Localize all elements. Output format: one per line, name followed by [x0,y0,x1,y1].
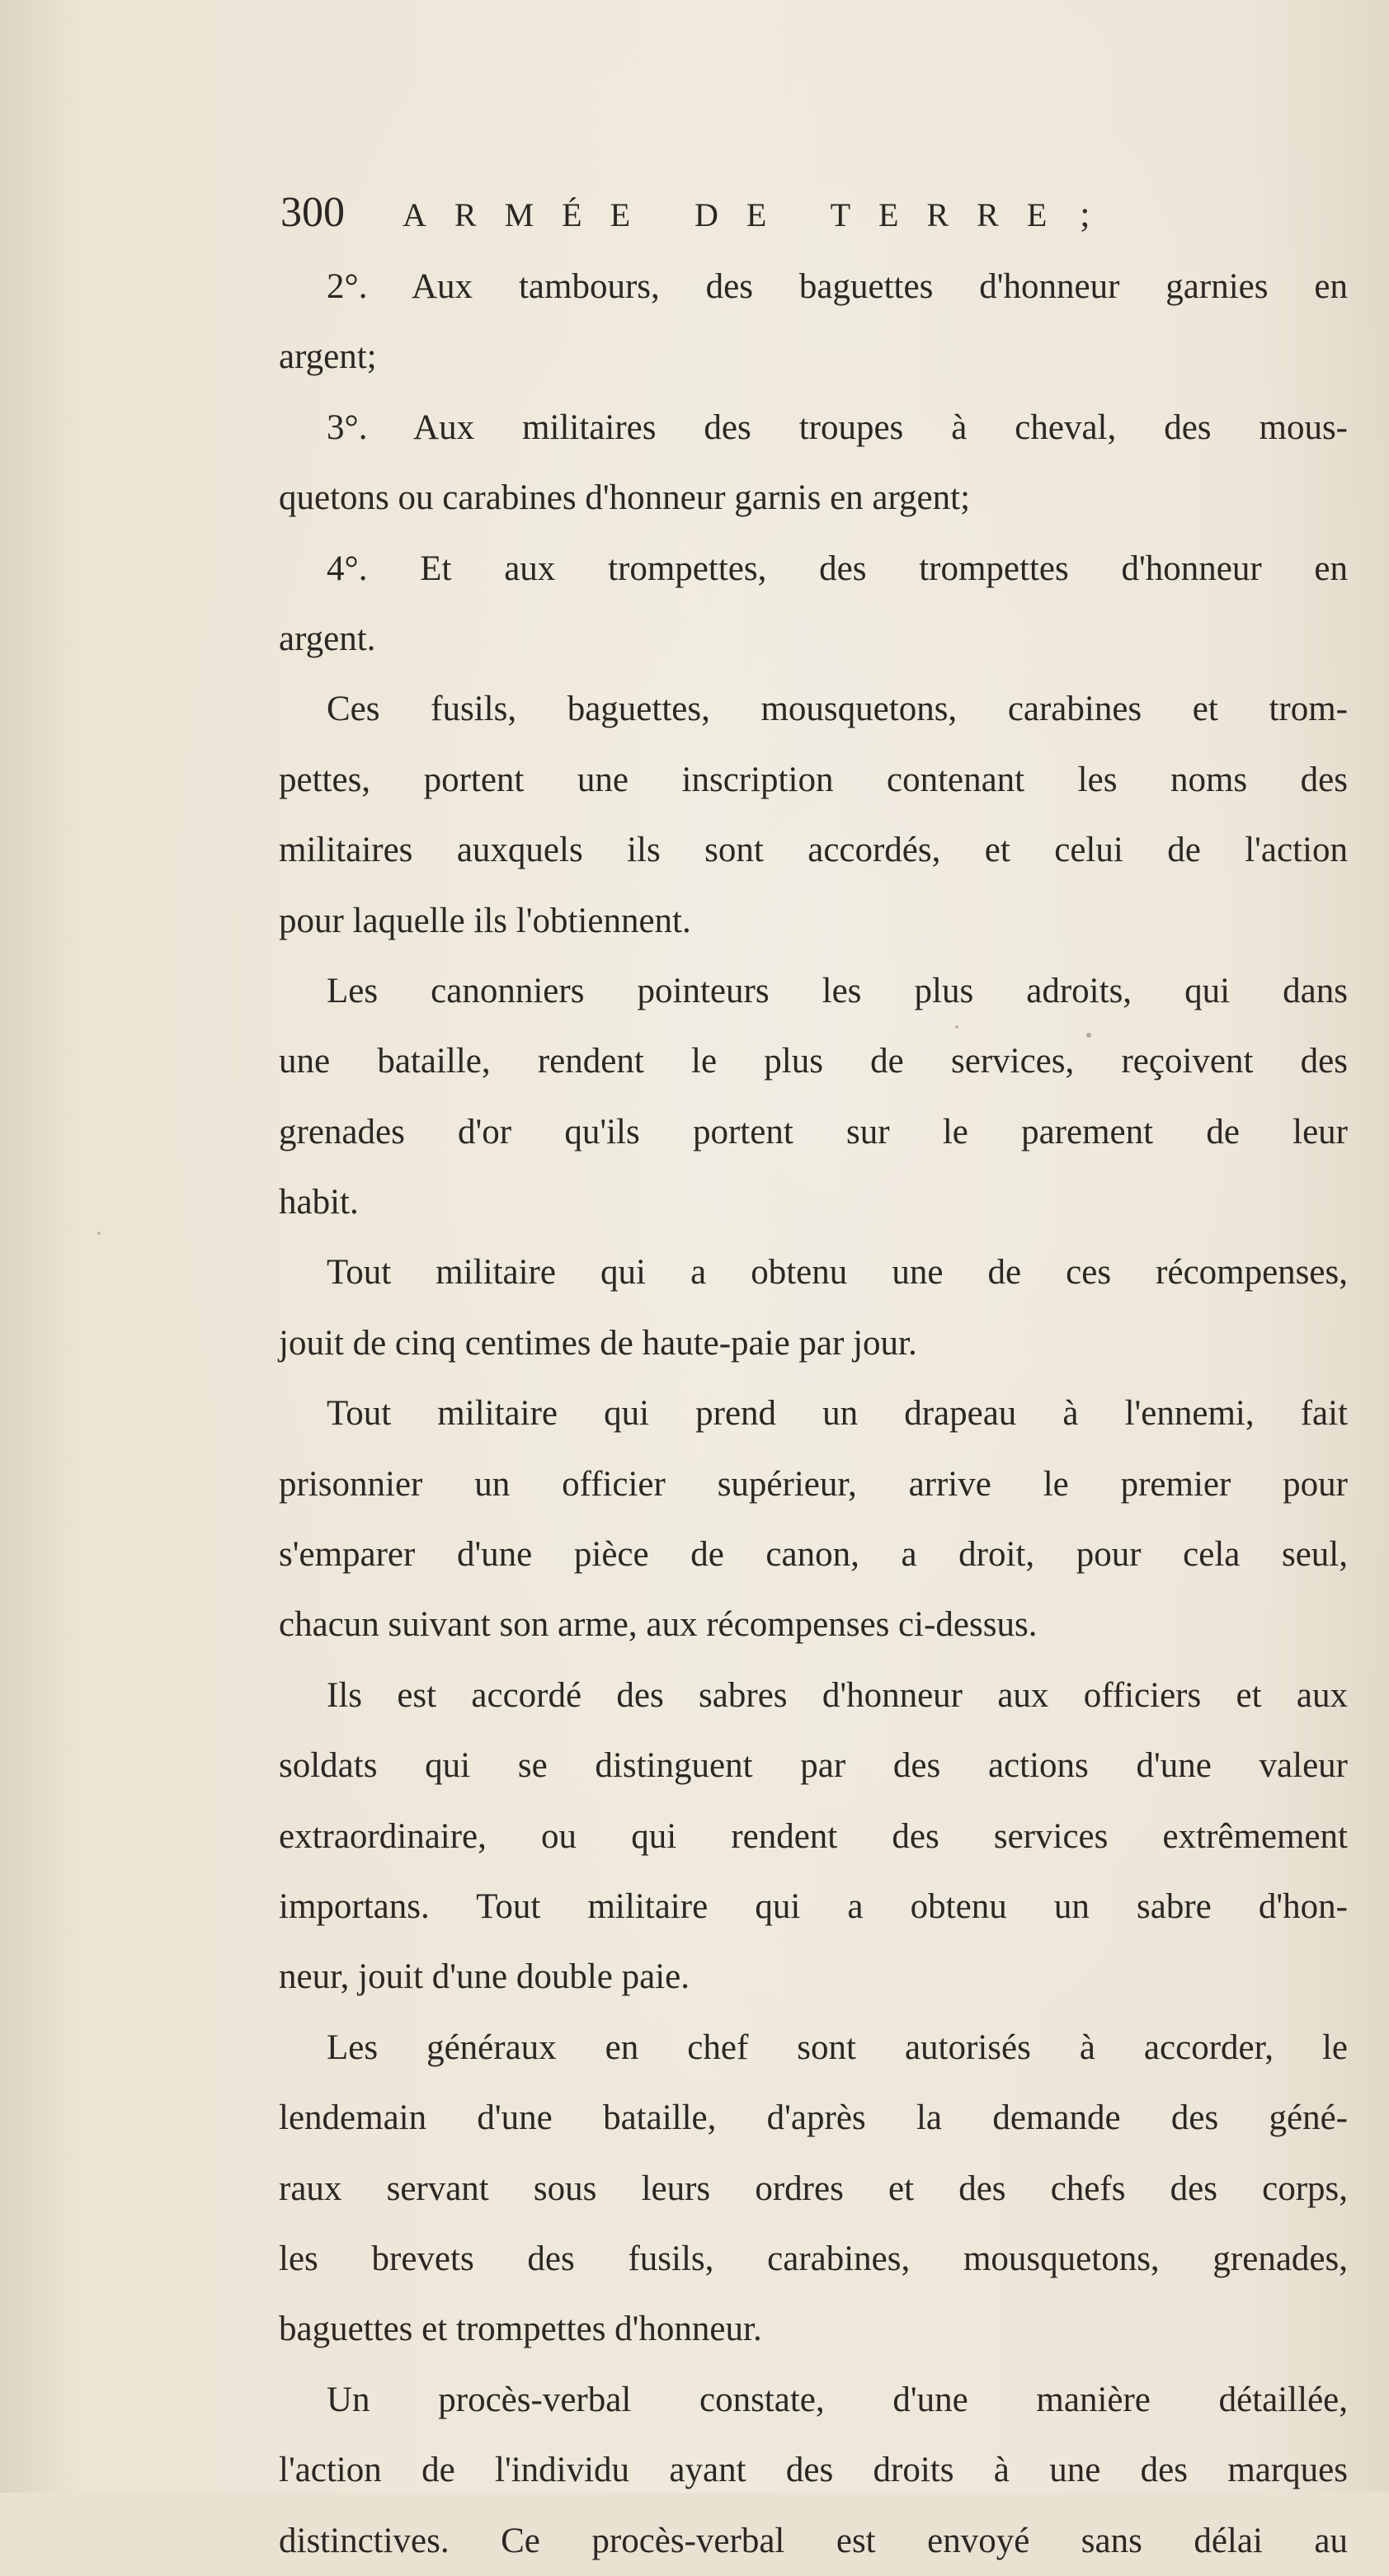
text-line: prisonnier un officier supérieur, arrive le premier pour [279,1464,1348,1504]
text-line: soldats qui se distinguent par des actions d'une valeur [279,1746,1348,1786]
text-line: neur, jouit d'une double paie. [279,1957,690,1997]
text-line: argent; [279,337,377,377]
text-line: importans. Tout militaire qui a obtenu un sabre d'hon- [279,1886,1348,1926]
text-line: les brevets des fusils, carabines, mousquetons, grenades, [279,2239,1348,2278]
paper-speck [97,1231,101,1235]
text-line: lendemain d'une bataille, d'après la demande des géné- [279,2098,1348,2138]
text-line: Les canonniers pointeurs les plus adroits, qui dans [327,971,1348,1010]
text-line: Un procès-verbal constate, d'une manière détaillée, [327,2380,1348,2419]
text-line: raux servant sous leurs ordres et des chefs des corps, [279,2169,1348,2208]
text-line: militaires auxquels ils sont accordés, et celui de l'action [279,831,1348,870]
text-line: 3°. Aux militaires des troupes à cheval, des mous- [327,407,1348,447]
paper-speck [1086,1033,1091,1038]
text-line: Les généraux en chef sont autorisés à accorder, le [327,2027,1348,2067]
text-line: Tout militaire qui prend un drapeau à l'ennemi, fait [327,1394,1348,1434]
text-line: pettes, portent une inscription contenant les noms des [279,760,1348,799]
text-line: 4°. Et aux trompettes, des trompettes d'honneur en [327,549,1348,588]
paper-speck [1046,2399,1049,2402]
text-line: s'emparer d'une pièce de canon, a droit, pour cela seul, [279,1535,1348,1575]
text-line: jouit de cinq centimes de haute-paie par jour. [279,1323,917,1363]
running-head: ARMÉE DE TERRE [403,196,1076,233]
text-line: quetons ou carabines d'honneur garnis en argent; [279,478,971,518]
paper-speck [955,1025,958,1029]
text-line: 2°. Aux tambours, des baguettes d'honneur garnies en [327,267,1348,306]
text-line: baguettes et trompettes d'honneur. [279,2310,762,2349]
text-line: une bataille, rendent le plus de services, reçoivent des [279,1042,1348,1081]
text-line: argent. [279,619,376,658]
text-line: l'action de l'individu ayant des droits à une des marques [279,2451,1348,2490]
text-line: distinctives. Ce procès-verbal est envoyé sans délai au [279,2521,1348,2560]
text-line: habit. [279,1183,359,1222]
text-line: extraordinaire, ou qui rendent des services extrêmement [279,1816,1348,1856]
text-line: pour laquelle ils l'obtiennent. [279,901,691,940]
text-line: chacun suivant son arme, aux récompenses ci-dessus. [279,1605,1038,1645]
page-number: 300 [280,189,345,236]
text-line: Tout militaire qui a obtenu une de ces récompenses, [327,1253,1348,1293]
running-head-punctuation: ; [1080,194,1090,234]
text-line: Ces fusils, baguettes, mousquetons, carabines et trom- [327,690,1348,729]
text-line: grenades d'or qu'ils portent sur le parement de leur [279,1112,1348,1151]
text-line: Ils est accordé des sabres d'honneur aux officiers et aux [327,1675,1348,1715]
